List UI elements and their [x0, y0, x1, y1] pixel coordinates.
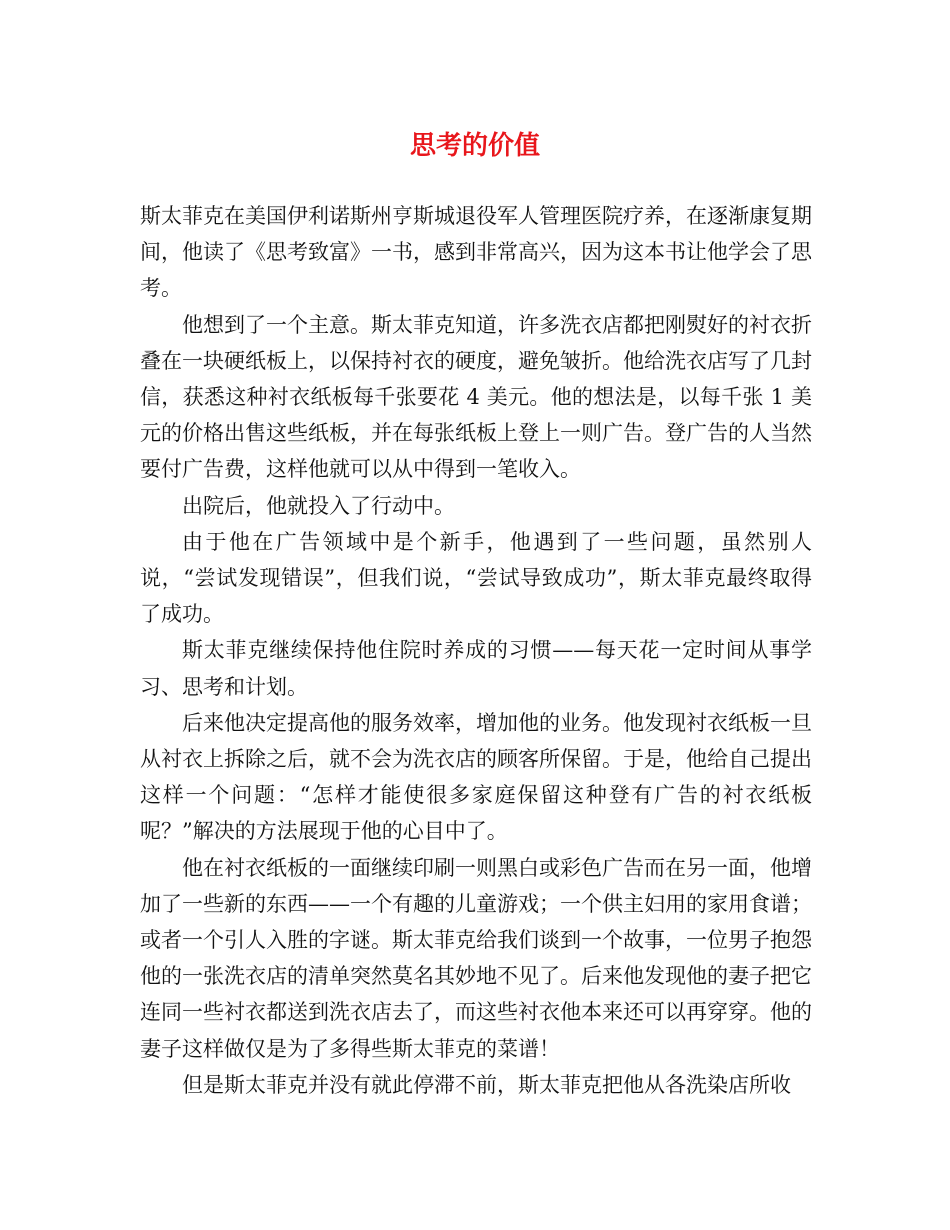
document-body — [140, 198, 812, 1103]
paragraph: 斯太菲克在美国伊利诺斯州亨斯城退役军人管理医院疗养，在逐渐康复期间，他读了《思考致富》一书，感到非常高兴，因为这本书让他学会了思考。 — [140, 204, 812, 301]
paragraph: 由于他在广告领域中是个新手，他遇到了一些问题，虽然别人说，“尝试发现错误”，但我们说，“尝试导致成功”，斯太菲克最终取得了成功。 — [140, 529, 812, 627]
document-title: 思考的价值 — [409, 131, 540, 161]
paragraph: 斯太菲克继续保持他住院时养成的习惯——每天花一定时间从事学习、思考和计划。 — [140, 638, 812, 699]
paragraph: 出院后，他就投入了行动中。 — [182, 493, 455, 518]
paragraph: 他想到了一个主意。斯太菲克知道，许多洗衣店都把刚熨好的衬衣折叠在一块硬纸板上，以保持衬衣的硬度，避免皱折。他给洗衣店写了几封信，获悉这种衬衣纸板每千张要花 4 美元。他的想法是，以每千张 1 美元的价格出售这些纸板，并在每张纸板上登上一则广告。登广告的人当然要付广告费，这样他就可以从中得到一笔收入。 — [140, 312, 812, 482]
paragraph: 但是斯太菲克并没有就此停滞不前，斯太菲克把他从各洗染店所收 — [182, 1072, 791, 1097]
paragraph: 后来他决定提高他的服务效率，增加他的业务。他发现衬衣纸板一旦从衬衣上拆除之后，就不会为洗衣店的顾客所保留。于是，他给自己提出这样一个问题：“怎样才能使很多家庭保留这种登有广告的衬衣纸板呢？”解决的方法展现于他的心目中了。 — [140, 710, 812, 844]
paragraph: 他在衬衣纸板的一面继续印刷一则黑白或彩色广告而在另一面，他增加了一些新的东西——一个有趣的儿童游戏；一个供主妇用的家用食谱；或者一个引人入胜的字谜。斯太菲克给我们谈到一个故事，一位男子抱怨他的一张洗衣店的清单突然莫名其妙地不见了。后来他发现他的妻子把它连同一些衬衣都送到洗衣店去了，而这些衬衣他本来还可以再穿穿。他的妻子这样做仅是为了多得些斯太菲克的菜谱！ — [140, 855, 812, 1061]
